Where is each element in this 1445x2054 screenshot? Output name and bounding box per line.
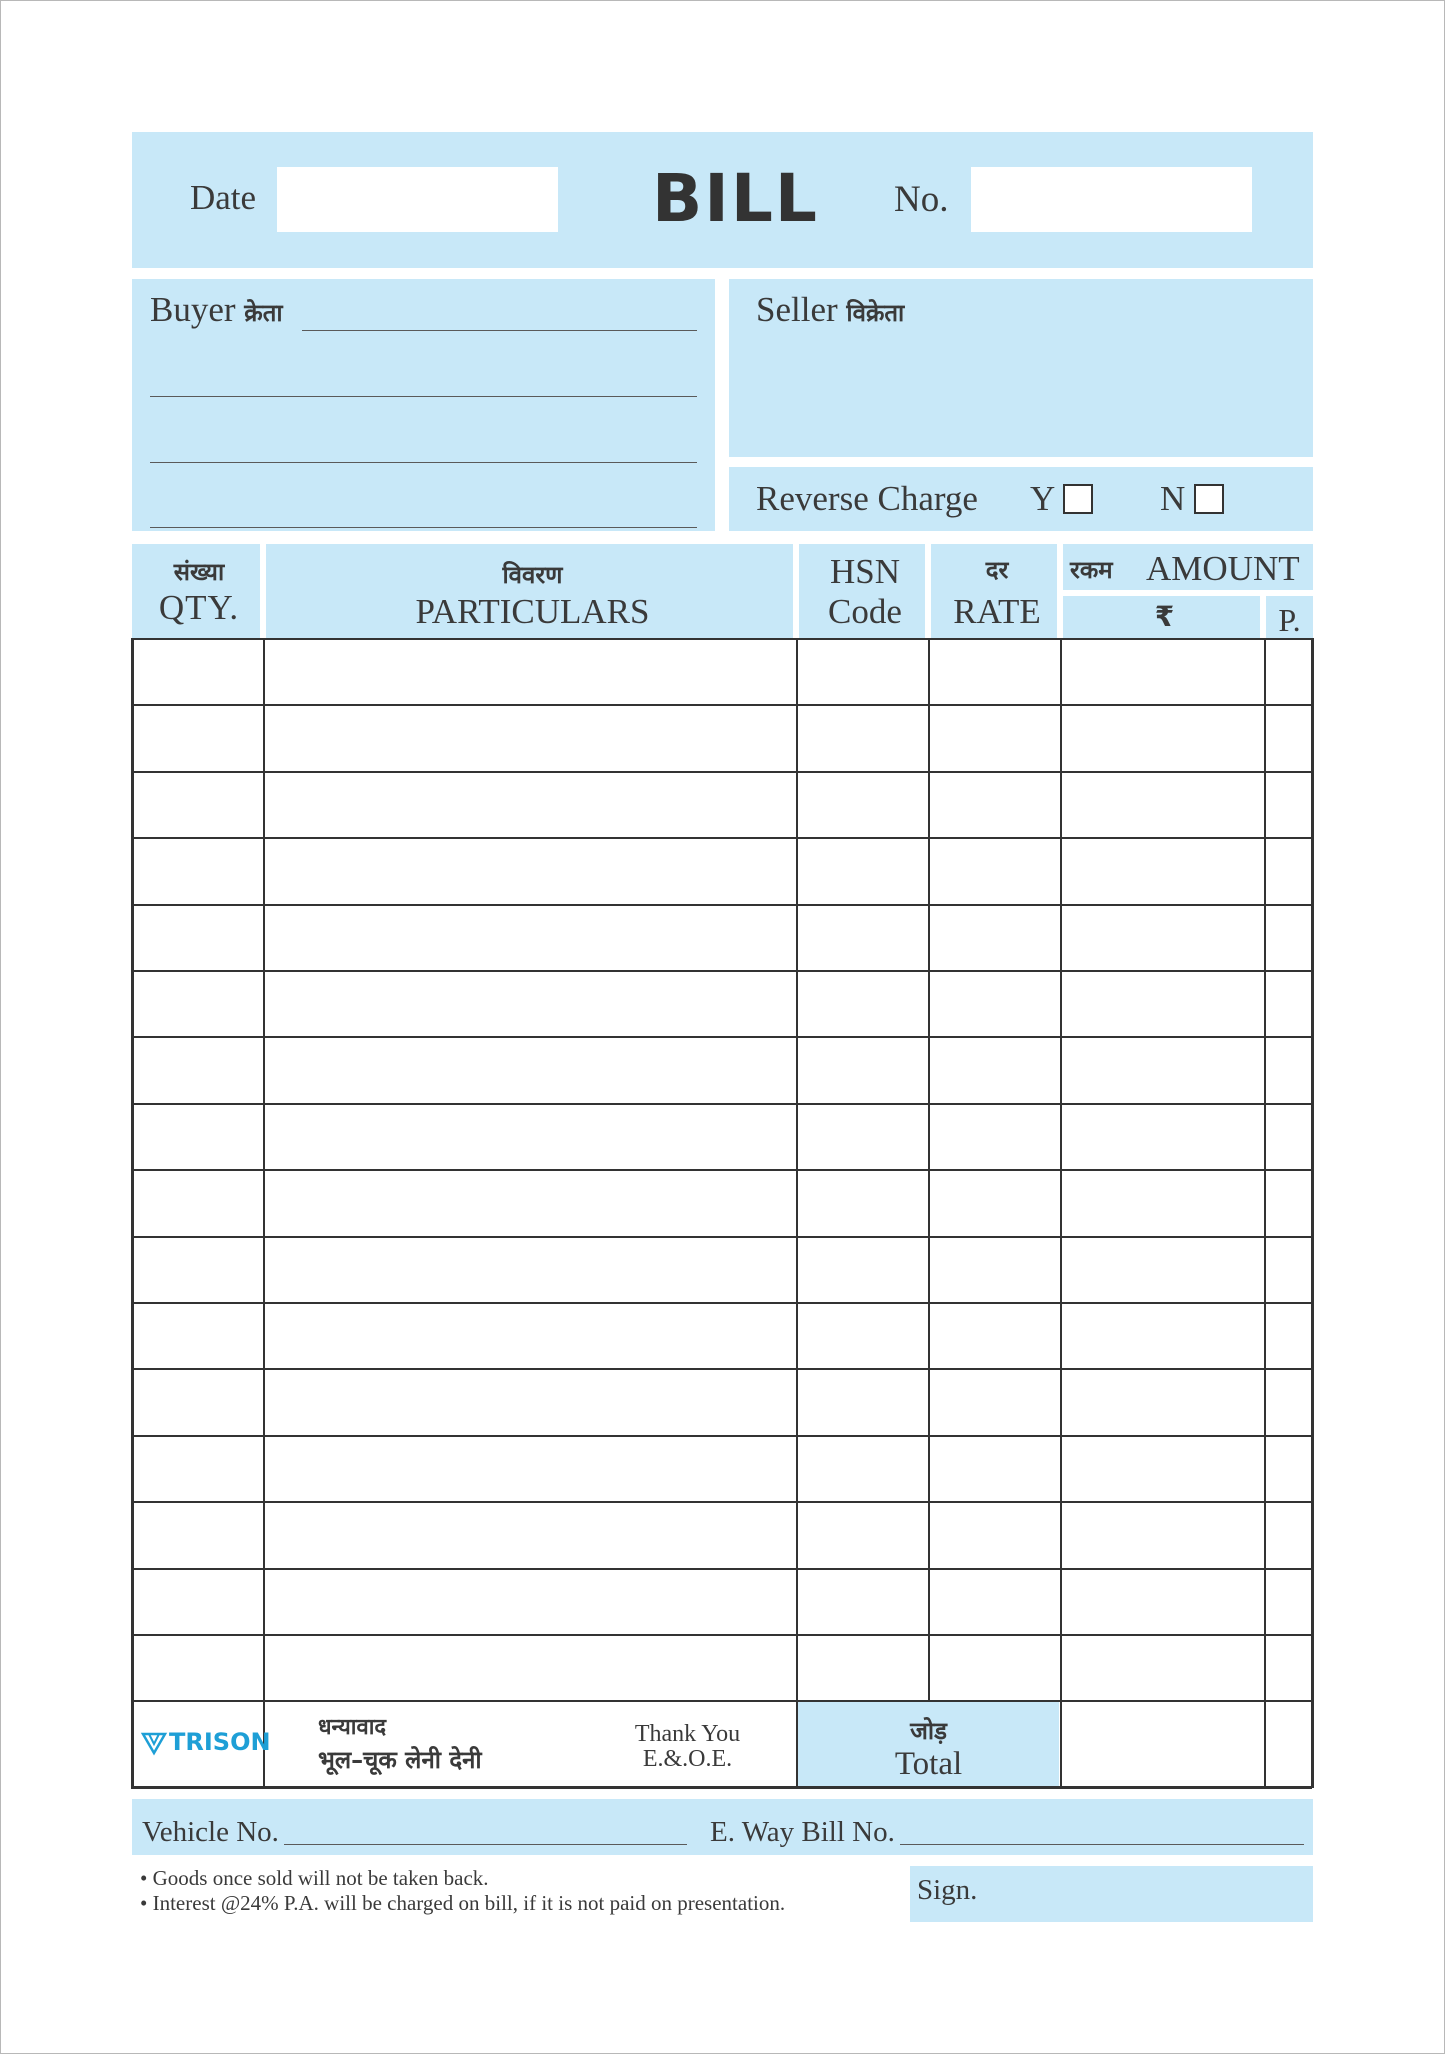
item-qty-cell[interactable] — [133, 1437, 263, 1501]
item-amount-paise-cell[interactable] — [1266, 706, 1311, 770]
item-particulars-cell[interactable] — [265, 1570, 796, 1634]
thanks-hi: धन्यावाद — [318, 1715, 387, 1740]
seller-label — [756, 290, 904, 330]
item-rate-cell[interactable] — [930, 1570, 1060, 1634]
item-hsn-cell[interactable] — [798, 1503, 928, 1567]
item-hsn-cell[interactable] — [798, 1038, 928, 1102]
item-amount-paise-cell[interactable] — [1266, 1304, 1311, 1368]
item-amount-paise-cell[interactable] — [1266, 839, 1311, 903]
bullet: • — [140, 1891, 153, 1915]
buyer-line-3[interactable] — [150, 462, 697, 463]
reverse-charge-y-checkbox[interactable] — [1063, 484, 1093, 514]
vehicle-label: Vehicle No. — [142, 1816, 279, 1848]
item-amount-paise-cell[interactable] — [1266, 1105, 1311, 1169]
item-rate-cell[interactable] — [930, 839, 1060, 903]
hsn-label-1: HSN — [829, 552, 901, 591]
item-amount-paise-cell[interactable] — [1266, 1570, 1311, 1634]
item-particulars-cell[interactable] — [265, 1038, 796, 1102]
item-qty-cell[interactable] — [133, 1171, 263, 1235]
item-rate-cell[interactable] — [930, 1370, 1060, 1434]
item-qty-cell[interactable] — [133, 972, 263, 1036]
eoe: E.&.O.E. — [642, 1746, 733, 1772]
item-amount-rupee-cell[interactable] — [1062, 906, 1264, 970]
amount-label: AMOUNT — [1146, 549, 1300, 588]
item-amount-rupee-cell[interactable] — [1062, 1105, 1264, 1169]
eway-field[interactable] — [900, 1844, 1304, 1845]
item-rate-cell[interactable] — [930, 1238, 1060, 1302]
item-hsn-cell[interactable] — [798, 839, 928, 903]
item-particulars-cell[interactable] — [265, 906, 796, 970]
item-amount-rupee-cell[interactable] — [1062, 1370, 1264, 1434]
item-hsn-cell[interactable] — [798, 706, 928, 770]
note-1 — [140, 1866, 489, 1891]
item-amount-rupee-cell[interactable] — [1062, 773, 1264, 837]
item-particulars-cell[interactable] — [265, 1636, 796, 1700]
item-rate-cell[interactable] — [930, 1171, 1060, 1235]
bill-no-field[interactable] — [971, 167, 1252, 232]
item-rate-cell[interactable] — [930, 1636, 1060, 1700]
eway-label: E. Way Bill No. — [710, 1816, 895, 1848]
item-amount-rupee-cell[interactable] — [1062, 640, 1264, 704]
item-qty-cell[interactable] — [133, 1105, 263, 1169]
vehicle-field[interactable] — [284, 1844, 687, 1845]
item-qty-cell[interactable] — [133, 1304, 263, 1368]
reverse-charge-n-label: N — [1160, 479, 1186, 518]
date-field[interactable] — [277, 167, 558, 232]
item-amount-rupee-cell[interactable] — [1062, 972, 1264, 1036]
total-paise-field[interactable] — [1265, 1702, 1311, 1786]
item-qty-cell[interactable] — [133, 1570, 263, 1634]
item-particulars-cell[interactable] — [265, 1238, 796, 1302]
item-qty-cell[interactable] — [133, 839, 263, 903]
item-rate-cell[interactable] — [930, 640, 1060, 704]
item-rate-cell[interactable] — [930, 773, 1060, 837]
item-particulars-cell[interactable] — [265, 706, 796, 770]
item-qty-cell[interactable] — [133, 1038, 263, 1102]
item-amount-rupee-cell[interactable] — [1062, 1503, 1264, 1567]
rupee-symbol: ₹ — [1154, 600, 1175, 633]
column-divider — [1311, 638, 1314, 1700]
buyer-label-en: Buyer — [150, 290, 236, 329]
brand-name: TRISON — [169, 1728, 271, 1756]
item-particulars-cell[interactable] — [265, 1370, 796, 1434]
item-qty-cell[interactable] — [133, 1238, 263, 1302]
item-particulars-cell[interactable] — [265, 1437, 796, 1501]
paise-label: P. — [1278, 602, 1301, 638]
item-rate-cell[interactable] — [930, 1105, 1060, 1169]
item-rate-cell[interactable] — [930, 1437, 1060, 1501]
item-rate-cell[interactable] — [930, 1038, 1060, 1102]
sign-label: Sign. — [917, 1874, 978, 1906]
seller-label-en: Seller — [756, 290, 838, 329]
item-particulars-cell[interactable] — [265, 839, 796, 903]
item-amount-paise-cell[interactable] — [1266, 1038, 1311, 1102]
date-label: Date — [190, 178, 257, 217]
brand-logo — [140, 1728, 271, 1756]
item-particulars-cell[interactable] — [265, 1171, 796, 1235]
item-qty-cell[interactable] — [133, 1503, 263, 1567]
item-rate-cell[interactable] — [930, 706, 1060, 770]
item-particulars-cell[interactable] — [265, 640, 796, 704]
table-bottom-border — [131, 1786, 1312, 1789]
reverse-charge-y-label: Y — [1030, 479, 1056, 518]
item-rate-cell[interactable] — [930, 1304, 1060, 1368]
item-amount-paise-cell[interactable] — [1266, 972, 1311, 1036]
eoe-hi: भूल–चूक लेनी देनी — [318, 1746, 482, 1774]
item-amount-paise-cell[interactable] — [1266, 1171, 1311, 1235]
total-hi: जोड़ — [910, 1717, 947, 1745]
footer-divider — [1311, 1700, 1314, 1788]
item-qty-cell[interactable] — [133, 706, 263, 770]
total-rupee-field[interactable] — [1061, 1702, 1263, 1786]
item-hsn-cell[interactable] — [798, 972, 928, 1036]
particulars-label: PARTICULARS — [415, 592, 650, 631]
amount-hi: रकम — [1070, 556, 1113, 584]
item-qty-cell[interactable] — [133, 1370, 263, 1434]
item-amount-paise-cell[interactable] — [1266, 1437, 1311, 1501]
item-particulars-cell[interactable] — [265, 1105, 796, 1169]
buyer-line-1[interactable] — [302, 330, 697, 331]
particulars-hi: विवरण — [502, 561, 563, 589]
bill-title: BILL — [652, 160, 819, 237]
item-qty-cell[interactable] — [133, 906, 263, 970]
trison-icon — [140, 1728, 168, 1756]
item-amount-rupee-cell[interactable] — [1062, 1437, 1264, 1501]
item-hsn-cell[interactable] — [798, 773, 928, 837]
total-label: Total — [894, 1746, 963, 1782]
item-amount-rupee-cell[interactable] — [1062, 1171, 1264, 1235]
item-amount-rupee-cell[interactable] — [1062, 1038, 1264, 1102]
item-hsn-cell[interactable] — [798, 1636, 928, 1700]
reverse-charge-n-checkbox[interactable] — [1194, 484, 1224, 514]
item-rate-cell[interactable] — [930, 972, 1060, 1036]
seller-label-hi: विक्रेता — [846, 299, 905, 327]
item-amount-rupee-cell[interactable] — [1062, 1636, 1264, 1700]
item-hsn-cell[interactable] — [798, 1105, 928, 1169]
item-hsn-cell[interactable] — [798, 1437, 928, 1501]
buyer-line-2[interactable] — [150, 396, 697, 397]
thank-you: Thank You — [634, 1721, 741, 1747]
buyer-line-4[interactable] — [150, 527, 697, 528]
item-hsn-cell[interactable] — [798, 1171, 928, 1235]
item-amount-rupee-cell[interactable] — [1062, 706, 1264, 770]
note-1-text: Goods once sold will not be taken back. — [152, 1866, 489, 1890]
item-amount-paise-cell[interactable] — [1266, 640, 1311, 704]
item-hsn-cell[interactable] — [798, 1570, 928, 1634]
item-amount-paise-cell[interactable] — [1266, 906, 1311, 970]
note-2-text: Interest @24% P.A. will be charged on bill, if it is not paid on presentation. — [152, 1891, 786, 1915]
rate-hi: दर — [985, 556, 1009, 584]
note-2 — [140, 1891, 785, 1916]
item-qty-cell[interactable] — [133, 640, 263, 704]
hsn-label-2: Code — [828, 592, 902, 631]
bill-no-label: No. — [894, 179, 949, 220]
rate-label: RATE — [953, 592, 1041, 631]
item-hsn-cell[interactable] — [798, 1304, 928, 1368]
item-particulars-cell[interactable] — [265, 1503, 796, 1567]
item-rate-cell[interactable] — [930, 906, 1060, 970]
item-amount-rupee-cell[interactable] — [1062, 839, 1264, 903]
item-amount-paise-cell[interactable] — [1266, 1636, 1311, 1700]
item-amount-rupee-cell[interactable] — [1062, 1304, 1264, 1368]
item-qty-cell[interactable] — [133, 773, 263, 837]
item-amount-rupee-cell[interactable] — [1062, 1238, 1264, 1302]
item-particulars-cell[interactable] — [265, 1304, 796, 1368]
item-amount-paise-cell[interactable] — [1266, 1370, 1311, 1434]
item-hsn-cell[interactable] — [798, 1238, 928, 1302]
item-particulars-cell[interactable] — [265, 972, 796, 1036]
item-amount-paise-cell[interactable] — [1266, 773, 1311, 837]
bullet: • — [140, 1866, 153, 1890]
item-hsn-cell[interactable] — [798, 640, 928, 704]
item-hsn-cell[interactable] — [798, 906, 928, 970]
buyer-label-hi: क्रेता — [244, 299, 283, 327]
item-amount-paise-cell[interactable] — [1266, 1238, 1311, 1302]
item-qty-cell[interactable] — [133, 1636, 263, 1700]
qty-hi: संख्या — [173, 558, 225, 586]
reverse-charge-label: Reverse Charge — [756, 479, 978, 518]
footer-divider — [131, 1700, 134, 1788]
item-rate-cell[interactable] — [930, 1503, 1060, 1567]
item-particulars-cell[interactable] — [265, 773, 796, 837]
item-amount-rupee-cell[interactable] — [1062, 1570, 1264, 1634]
item-amount-paise-cell[interactable] — [1266, 1503, 1311, 1567]
qty-label: QTY. — [158, 588, 240, 627]
buyer-label — [150, 290, 283, 330]
item-hsn-cell[interactable] — [798, 1370, 928, 1434]
